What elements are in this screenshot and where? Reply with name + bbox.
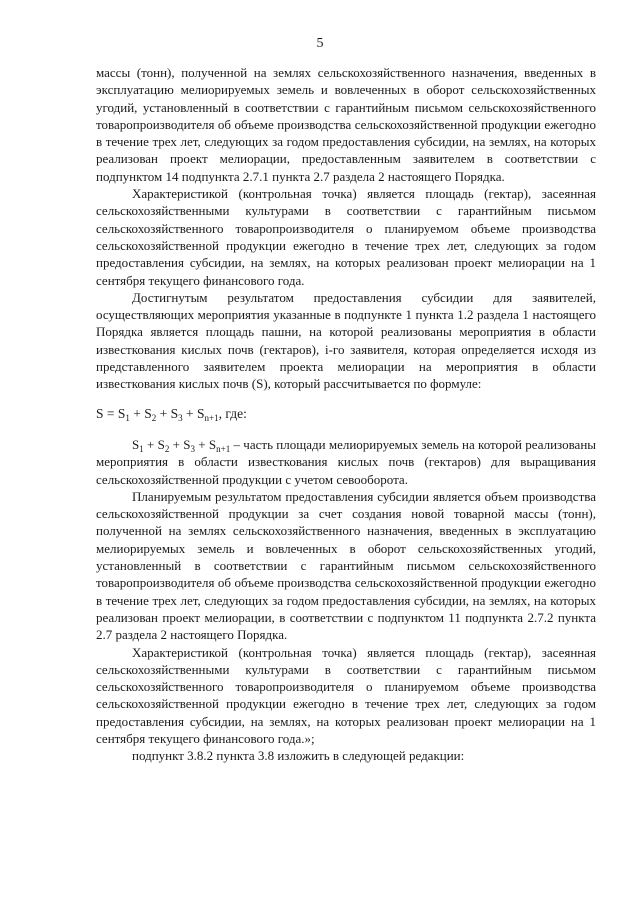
paragraph: подпункт 3.8.2 пункта 3.8 изложить в следующей редакции: (132, 748, 465, 764)
document-body (96, 64, 596, 765)
paragraph: Характеристикой (контрольная точка) является площадь (гектар), засеянная сельскохозяйственными культурами в соответствии с гарантийным письмом сельскохозяйственного товаропроизводителя о планируемом объеме производства сельскохозяйственной продукции ежегодно в течение трех лет, следующих за годом предоставления субсидии, на землях, на которых реализован проект мелиорации на 1 сентября текущего финансового года.»; (96, 644, 596, 746)
paragraph: Достигнутым результатом предоставления субсидии для заявителей, осуществляющих мероприятия указанные в подпункте 1 пункта 1.2 раздела 1 настоящего Порядка является площадь пашни, на которой реализованы мероприятия в области известкования кислых почв (гектаров), i-го заявителя, которая определяется исходя из представленного заявителем проекта мелиорации на мероприятия в области известкования кислых почв (S), который рассчитывается по формуле: (96, 289, 596, 392)
paragraph: массы (тонн), полученной на землях сельскохозяйственного назначения, введенных в эксплуатацию мелиорируемых земель и вовлеченных в оборот сельскохозяйственных угодий, установленный в соответствии с гарантийным письмом сельскохозяйственного товаропроизводителя об объеме производства сельскохозяйственной продукции ежегодно в течение трех лет, следующих за годом предоставления субсидии, на землях, на которых реализован проект мелиорации, предоставленным заявителем в соответствии с подпунктом 14 подпункта 2.7.1 пункта 2.7 раздела 2 настоящего Порядка. (96, 65, 596, 184)
formula: $S = S_1 + S_2 + S_3 + S_{n+1}$, где: (96, 405, 247, 423)
paragraph: Характеристикой (контрольная точка) является площадь (гектар), засеянная сельскохозяйственными культурами в соответствии с гарантийным письмом сельскохозяйственного товаропроизводителя о планируемом объеме производства сельскохозяйственной продукции ежегодно в течение трех лет, следующих за годом предоставления субсидии, на землях, на которых реализован проект мелиорации на 1 сентября текущего финансового года. (96, 186, 596, 288)
paragraph: Планируемым результатом предоставления субсидии является объем производства сельскохозяйственной продукции за счет создания новой товарной массы (тонн), полученной на землях сельскохозяйственного назначения, введенных в эксплуатацию мелиорируемых земель и вовлеченных в оборот сельскохозяйственных угодий, установленный в соответствии с гарантийным письмом сельскохозяйственного товаропроизводителя об объеме производства сельскохозяйственной продукции ежегодно в течение трех лет, следующих за годом предоставления субсидии, на землях, на которых реализован проект мелиорации, в соответствии с подпунктом 11 подпункта 2.7.2 пункта 2.7 раздела 2 настоящего Порядка. (96, 488, 596, 643)
page-number: 5 (316, 36, 324, 51)
paragraph-formula-definition: $S_1 + S_2 + S_3 + S_{n+1}$ – часть площади мелиорируемых земель на которой реализованы мероприятия в области известкования кислых почв (гектаров) для выращивания сельскохозяйственной продукции с учетом севооборота. (96, 436, 597, 487)
